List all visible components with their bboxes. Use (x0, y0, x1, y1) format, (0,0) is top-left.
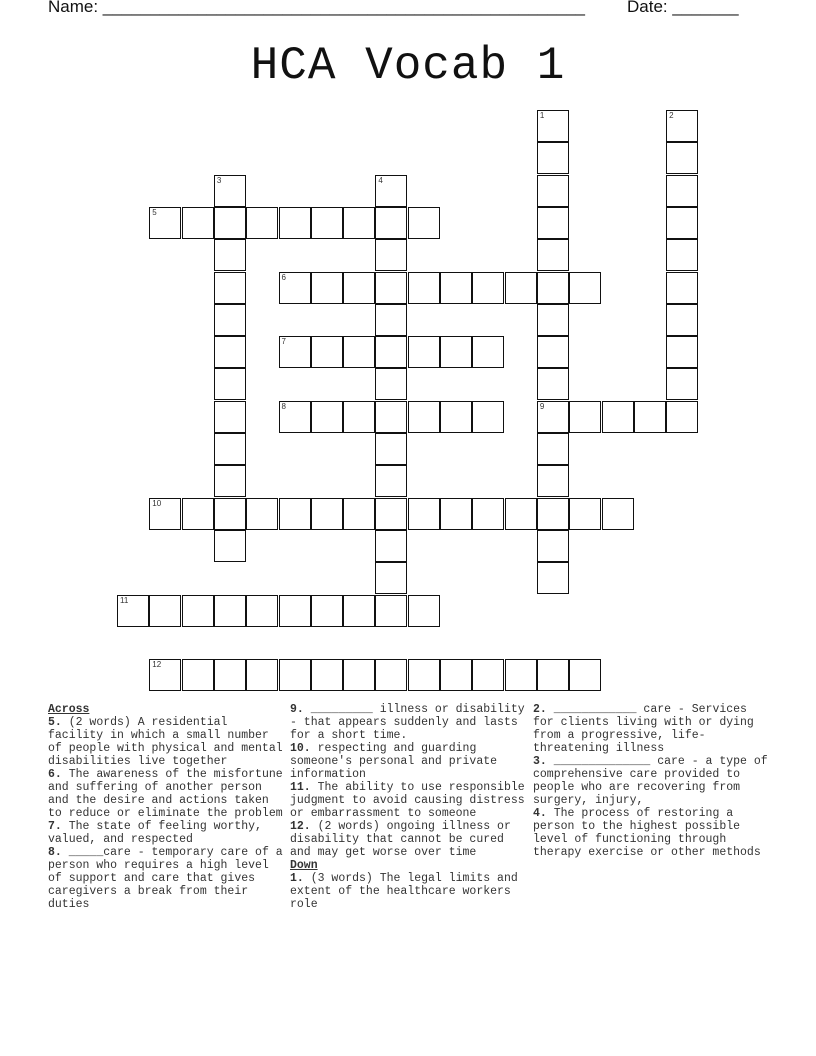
grid-cell[interactable] (214, 595, 246, 627)
clue-item-number: 5. (48, 716, 62, 729)
clue-item-number: 6. (48, 768, 62, 781)
grid-cell[interactable] (666, 272, 698, 304)
grid-cell[interactable] (375, 530, 407, 562)
grid-cell[interactable] (537, 175, 569, 207)
grid-cell[interactable] (537, 659, 569, 691)
grid-cell[interactable] (440, 401, 472, 433)
clue-item-text: (2 words) ongoing illness or disability that cannot be cured and may get worse over time (290, 820, 511, 859)
clue-item (533, 703, 769, 755)
grid-cell[interactable] (537, 304, 569, 336)
grid-cell[interactable] (246, 498, 278, 530)
clues-column-2 (290, 703, 526, 911)
clue-number: 2 (669, 111, 674, 120)
grid-cell[interactable] (537, 142, 569, 174)
grid-cell[interactable] (149, 207, 181, 239)
grid-cell[interactable] (505, 659, 537, 691)
grid-cell[interactable] (375, 562, 407, 594)
clue-item-number: 10. (290, 742, 311, 755)
grid-cell[interactable] (375, 595, 407, 627)
clues-column-1 (48, 703, 284, 911)
grid-cell[interactable] (634, 401, 666, 433)
clue-item (533, 807, 769, 859)
clue-number: 1 (539, 111, 545, 120)
grid-cell[interactable] (214, 239, 246, 271)
across-clue-list (48, 716, 284, 911)
grid-cell[interactable] (569, 272, 601, 304)
across-header: Across (48, 703, 90, 716)
clue-item-number: 4. (533, 807, 547, 820)
grid-cell[interactable] (182, 498, 214, 530)
grid-cell[interactable] (117, 595, 149, 627)
grid-cell[interactable] (472, 498, 504, 530)
grid-cell[interactable] (311, 498, 343, 530)
grid-cell[interactable] (505, 272, 537, 304)
grid-cell[interactable] (666, 175, 698, 207)
grid-cell[interactable] (666, 239, 698, 271)
grid-cell[interactable] (214, 401, 246, 433)
clue-item-number: 11. (290, 781, 311, 794)
grid-cell[interactable] (246, 595, 278, 627)
grid-cell[interactable] (279, 272, 311, 304)
grid-cell[interactable] (279, 207, 311, 239)
grid-cell[interactable] (343, 498, 375, 530)
grid-cell[interactable] (602, 401, 634, 433)
grid-cell[interactable] (311, 595, 343, 627)
grid-cell[interactable] (666, 304, 698, 336)
grid-cell[interactable] (666, 142, 698, 174)
grid-cell[interactable] (343, 272, 375, 304)
grid-cell[interactable] (408, 401, 440, 433)
grid-cell[interactable] (343, 401, 375, 433)
grid-cell[interactable] (408, 498, 440, 530)
grid-cell[interactable] (343, 659, 375, 691)
grid-cell[interactable] (408, 595, 440, 627)
grid-cell[interactable] (537, 465, 569, 497)
clue-item (290, 781, 526, 820)
clue-number: 11 (120, 595, 129, 605)
grid-cell[interactable] (408, 207, 440, 239)
grid-cell[interactable] (375, 304, 407, 336)
grid-cell[interactable] (602, 498, 634, 530)
grid-cell[interactable] (214, 530, 246, 562)
clue-number: 10 (152, 498, 162, 508)
grid-cell[interactable] (537, 207, 569, 239)
grid-cell[interactable] (375, 659, 407, 691)
clue-number: 3 (216, 175, 222, 185)
grid-cell[interactable] (472, 272, 504, 304)
grid-cell[interactable] (505, 498, 537, 530)
clue-number: 9 (539, 401, 545, 411)
grid-cell[interactable] (440, 336, 472, 368)
grid-cell[interactable] (182, 659, 214, 691)
clue-item-text: The awareness of the misfortune and suffering of another person and the desire and actions taken to reduce or eliminate the problem (48, 768, 283, 820)
grid-cell[interactable] (375, 175, 407, 207)
grid-cell[interactable] (214, 368, 246, 400)
clue-item-text: ____________ care - Services for clients living with or dying from a progressive, life-threatening illness (533, 703, 754, 755)
grid-cell[interactable] (149, 498, 181, 530)
grid-cell[interactable] (537, 272, 569, 304)
clue-item (48, 768, 284, 820)
clue-item (290, 820, 526, 859)
down-clue-list (290, 872, 526, 911)
grid-cell[interactable] (214, 175, 246, 207)
grid-cell[interactable] (214, 465, 246, 497)
grid-cell[interactable] (537, 433, 569, 465)
grid-cell[interactable] (537, 110, 569, 142)
clue-item-text: (3 words) The legal limits and extent of the healthcare workers role (290, 872, 518, 911)
grid-cell[interactable] (537, 498, 569, 530)
grid-cell[interactable] (666, 207, 698, 239)
grid-cell[interactable] (408, 659, 440, 691)
grid-cell[interactable] (311, 336, 343, 368)
grid-cell[interactable] (214, 659, 246, 691)
grid-cell[interactable] (343, 336, 375, 368)
clue-number: 7 (281, 337, 286, 347)
clues-column-3 (533, 703, 769, 859)
grid-cell[interactable] (149, 659, 181, 691)
clue-number: 4 (378, 175, 383, 185)
clue-item (290, 703, 526, 742)
grid-cell[interactable] (246, 207, 278, 239)
grid-cell[interactable] (472, 659, 504, 691)
grid-cell[interactable] (440, 498, 472, 530)
grid-cell[interactable] (472, 401, 504, 433)
grid-cell[interactable] (537, 336, 569, 368)
grid-cell[interactable] (311, 272, 343, 304)
grid-cell[interactable] (537, 239, 569, 271)
date-field-label: Date: _______ (627, 0, 739, 16)
grid-cell[interactable] (375, 465, 407, 497)
grid-cell[interactable] (311, 207, 343, 239)
clue-item-text: _____care - temporary care of a person who requires a high level of support and care that gives caregivers a break from their duties (48, 846, 283, 911)
grid-cell[interactable] (569, 401, 601, 433)
clue-item-number: 9. (290, 703, 304, 716)
grid-cell[interactable] (311, 401, 343, 433)
grid-cell[interactable] (182, 595, 214, 627)
page-title: HCA Vocab 1 (250, 40, 566, 92)
clue-item (290, 872, 526, 911)
grid-cell[interactable] (440, 272, 472, 304)
grid-cell[interactable] (375, 498, 407, 530)
grid-cell[interactable] (214, 207, 246, 239)
grid-cell[interactable] (375, 368, 407, 400)
grid-cell[interactable] (149, 595, 181, 627)
clue-item-text: (2 words) A residential facility in which a small number of people with physical and mental disabilities live together (48, 716, 283, 768)
grid-cell[interactable] (537, 368, 569, 400)
grid-cell[interactable] (343, 207, 375, 239)
clue-item-number: 8. (48, 846, 62, 859)
grid-cell[interactable] (279, 498, 311, 530)
grid-cell[interactable] (375, 272, 407, 304)
grid-cell[interactable] (375, 433, 407, 465)
clue-number: 6 (281, 272, 286, 282)
grid-cell[interactable] (666, 401, 698, 433)
grid-cell[interactable] (279, 336, 311, 368)
down-header: Down (290, 859, 318, 872)
clue-number: 12 (152, 660, 162, 670)
grid-cell[interactable] (375, 239, 407, 271)
clue-item-text: ______________ care - a type of comprehensive care provided to people who are recovering from surgery, injury, (533, 755, 768, 807)
clue-item-text: The ability to use responsible judgment to avoid causing distress or embarrassment to someone (290, 781, 525, 820)
down-clue-list-continued (533, 703, 769, 859)
grid-cell[interactable] (569, 659, 601, 691)
grid-cell[interactable] (666, 110, 698, 142)
grid-cell[interactable] (246, 659, 278, 691)
grid-cell[interactable] (214, 272, 246, 304)
grid-cell[interactable] (279, 401, 311, 433)
clue-item-number: 3. (533, 755, 547, 768)
grid-cell[interactable] (311, 659, 343, 691)
grid-cell[interactable] (279, 595, 311, 627)
clue-item (290, 742, 526, 781)
clue-item-number: 7. (48, 820, 62, 833)
grid-cell[interactable] (214, 304, 246, 336)
clue-number: 8 (281, 401, 286, 411)
grid-cell[interactable] (279, 659, 311, 691)
across-clue-list-continued (290, 703, 526, 859)
grid-cell[interactable] (375, 401, 407, 433)
grid-cell[interactable] (182, 207, 214, 239)
clue-item (48, 846, 284, 911)
clue-item-number: 2. (533, 703, 547, 716)
grid-cell[interactable] (666, 336, 698, 368)
grid-cell[interactable] (408, 272, 440, 304)
grid-cell[interactable] (343, 595, 375, 627)
grid-cell[interactable] (375, 336, 407, 368)
grid-cell[interactable] (472, 336, 504, 368)
clue-item (48, 716, 284, 768)
name-field-label: Name: ___________________________________________________ (48, 0, 585, 16)
clue-item-number: 12. (290, 820, 311, 833)
clue-item-text: The process of restoring a person to the highest possible level of functioning through therapy exercise or other methods (533, 807, 761, 859)
grid-cell[interactable] (214, 336, 246, 368)
grid-cell[interactable] (214, 498, 246, 530)
clue-item (48, 820, 284, 846)
clue-item-text: _________ illness or disability - that appears suddenly and lasts for a short time. (290, 703, 525, 742)
grid-cell[interactable] (408, 336, 440, 368)
grid-cell[interactable] (537, 530, 569, 562)
clue-item-number: 1. (290, 872, 304, 885)
grid-cell[interactable] (666, 368, 698, 400)
clue-item-text: respecting and guarding someone's personal and private information (290, 742, 498, 781)
grid-cell[interactable] (214, 433, 246, 465)
clue-number: 5 (152, 207, 157, 217)
clue-item (533, 755, 769, 807)
grid-cell[interactable] (440, 659, 472, 691)
grid-cell[interactable] (569, 498, 601, 530)
grid-cell[interactable] (537, 562, 569, 594)
clue-item-text: The state of feeling worthy, valued, and respected (48, 820, 262, 846)
grid-cell[interactable] (375, 207, 407, 239)
grid-cell[interactable] (537, 401, 569, 433)
